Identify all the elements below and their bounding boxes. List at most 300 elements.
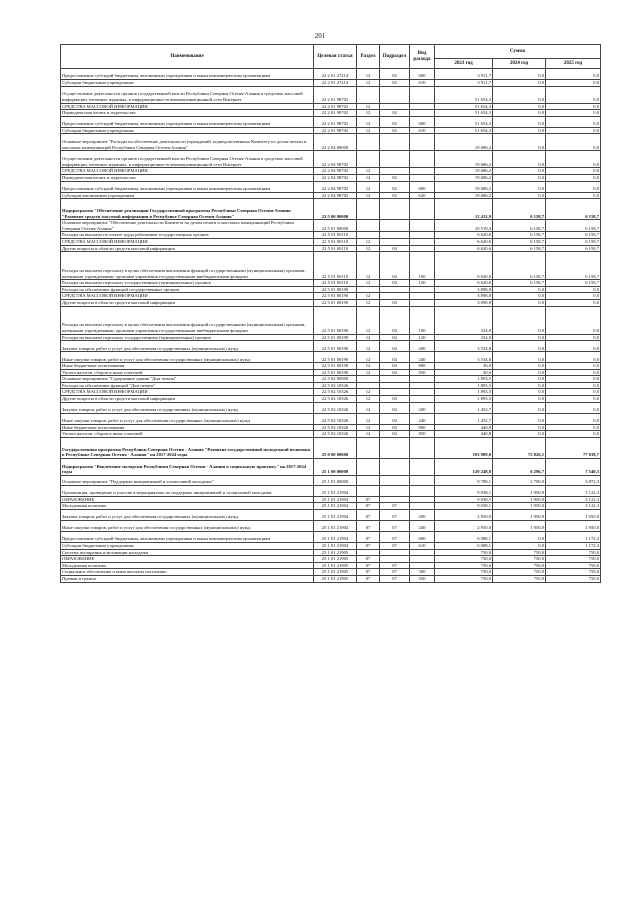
row-expense-type xyxy=(410,475,435,485)
row-article: 22 2 04 98702 xyxy=(314,151,357,168)
table-row xyxy=(61,151,601,168)
row-2025: 0,0 xyxy=(546,127,601,134)
row-2025: 0,0 xyxy=(546,69,601,80)
row-name: Организация, проведение и участие в мероприятиях по поддержке инициативной и талантливой молодежи xyxy=(61,485,314,496)
row-section: 12 xyxy=(357,181,380,192)
table-row xyxy=(61,369,601,376)
row-expense-type: 350 xyxy=(410,576,435,583)
row-section: 07 xyxy=(357,556,380,563)
row-subsection: 07 xyxy=(380,521,410,532)
row-section: 12 xyxy=(357,293,380,300)
row-2023: 9 788,1 xyxy=(435,475,493,485)
row-name: Государственная программа Республики Северная Осетия - Алания "Развитие государственной молодежной политики в Республике Северная Осетия - Алания" на 2017-2024 годы xyxy=(61,437,314,458)
row-2025: 0,0 xyxy=(546,369,601,376)
row-section: 07 xyxy=(357,576,380,583)
row-article: 22 5 00 00000 xyxy=(314,199,357,220)
row-name: Предоставление субсидий бюджетным, автономным учреждениям и иным некоммерческим организациям xyxy=(61,181,314,192)
row-2023: 19 686,2 xyxy=(435,174,493,181)
row-2025: 0,0 xyxy=(546,413,601,424)
row-name: Иные бюджетные ассигнования xyxy=(61,363,314,370)
table-row xyxy=(61,286,601,293)
row-article: 22 2 04 98702 xyxy=(314,174,357,181)
row-expense-type xyxy=(410,485,435,496)
row-2023: 6 620,6 xyxy=(435,280,493,287)
row-2025: 1 950,0 xyxy=(546,521,601,532)
row-name: Субсидии бюджетным учреждениям xyxy=(61,127,314,134)
row-article: 25 1 01 21904 xyxy=(314,532,357,543)
row-2024: 0,0 xyxy=(493,382,546,389)
row-2024: 750,0 xyxy=(493,576,546,583)
row-section xyxy=(357,134,380,151)
row-2023: 6 088,1 xyxy=(435,543,493,550)
row-subsection: 02 xyxy=(380,181,410,192)
row-2023: 19 686,2 xyxy=(435,181,493,192)
row-article: 22 2 04 98702 xyxy=(314,181,357,192)
row-2024: 0,0 xyxy=(493,543,546,550)
row-expense-type: 300 xyxy=(410,569,435,576)
row-name: Другие вопросы в области средств массовой информации xyxy=(61,396,314,403)
row-2024: 0,0 xyxy=(493,402,546,413)
row-2025: 1 950,0 xyxy=(546,510,601,521)
row-name: ОБРАЗОВАНИЕ xyxy=(61,496,314,503)
row-expense-type: 200 xyxy=(410,510,435,521)
row-name: Основное мероприятие "Содержание здания "Дом печати" xyxy=(61,376,314,383)
row-subsection: 04 xyxy=(380,245,410,252)
row-2025: 3 872,3 xyxy=(546,475,601,485)
row-2023: 19 686,2 xyxy=(435,134,493,151)
table-row xyxy=(61,485,601,496)
row-expense-type xyxy=(410,562,435,569)
row-name: Уплата налогов, сборов и иных платежей xyxy=(61,369,314,376)
row-2024: 0,0 xyxy=(493,134,546,151)
row-expense-type xyxy=(410,556,435,563)
row-subsection xyxy=(380,151,410,168)
row-2024: 0,0 xyxy=(493,86,546,103)
row-2024: 0,0 xyxy=(493,424,546,431)
row-2023: 51 654,3 xyxy=(435,103,493,110)
row-article: 22 5 02 00000 xyxy=(314,376,357,383)
row-2023: 3 898,8 xyxy=(435,299,493,306)
row-article: 22 5 01 00110 xyxy=(314,245,357,252)
row-2024: 0,0 xyxy=(493,181,546,192)
row-subsection xyxy=(380,232,410,239)
row-article: 22 5 02 10326 xyxy=(314,396,357,403)
row-2024: 75 826,1 xyxy=(493,437,546,458)
row-2024: 0,0 xyxy=(493,69,546,80)
row-expense-type xyxy=(410,389,435,396)
table-row xyxy=(61,503,601,510)
table-row xyxy=(61,413,601,424)
row-article: 22 2 01 98702 xyxy=(314,110,357,117)
row-section: 07 xyxy=(357,532,380,543)
row-name: Субсидии бюджетным учреждениям xyxy=(61,80,314,87)
row-section: 12 xyxy=(357,103,380,110)
row-section: 12 xyxy=(357,363,380,370)
row-subsection: 07 xyxy=(380,510,410,521)
row-expense-type xyxy=(410,134,435,151)
row-subsection xyxy=(380,556,410,563)
row-name: Основное мероприятие "Обеспечение деятельности Комитета по делам печати и массовых коммуникаций Республики Северная Осетия-Алания" xyxy=(61,220,314,232)
row-2023: 2 950,0 xyxy=(435,510,493,521)
row-section: 12 xyxy=(357,116,380,127)
row-subsection: 04 xyxy=(380,413,410,424)
table-row xyxy=(61,556,601,563)
row-expense-type: 200 xyxy=(410,341,435,352)
row-section: 07 xyxy=(357,496,380,503)
row-2025: 750,0 xyxy=(546,549,601,556)
row-subsection xyxy=(380,382,410,389)
row-2024: 0,0 xyxy=(493,341,546,352)
header-subsection: Подраздел xyxy=(380,45,410,69)
row-expense-type xyxy=(410,496,435,503)
row-section: 12 xyxy=(357,192,380,199)
row-expense-type: 610 xyxy=(410,543,435,550)
row-2023: 3 911,7 xyxy=(435,69,493,80)
table-row xyxy=(61,576,601,583)
row-2023: 51 654,3 xyxy=(435,116,493,127)
row-2025: 0,0 xyxy=(546,341,601,352)
row-2024: 6 158,7 xyxy=(493,199,546,220)
row-2023: 6 088,1 xyxy=(435,532,493,543)
row-name: Субсидии автономным учреждениям xyxy=(61,192,314,199)
row-section: 12 xyxy=(357,238,380,245)
row-name: Премии и гранты xyxy=(61,576,314,583)
row-expense-type: 850 xyxy=(410,431,435,438)
row-name: Осуществление деятельности органов государственной власти Республики Северная Осетия-Алания в средствах массовой информации, печатных изданиях, в информационно-телекоммуникационной сети Интернет xyxy=(61,86,314,103)
row-2025: 0,0 xyxy=(546,134,601,151)
row-2025: 6 158,7 xyxy=(546,252,601,280)
row-2023: 6 620,6 xyxy=(435,232,493,239)
row-subsection: 07 xyxy=(380,532,410,543)
row-section xyxy=(357,549,380,556)
row-2023: 750,0 xyxy=(435,549,493,556)
row-2024: 750,0 xyxy=(493,569,546,576)
row-article: 25 0 00 00000 xyxy=(314,437,357,458)
row-2023: 3 898,8 xyxy=(435,286,493,293)
row-article: 25 1 01 21904 xyxy=(314,543,357,550)
table-row xyxy=(61,334,601,341)
row-section: 12 xyxy=(357,389,380,396)
row-expense-type: 800 xyxy=(410,363,435,370)
row-expense-type: 620 xyxy=(410,192,435,199)
header-2023: 2023 год xyxy=(435,59,493,69)
row-2023: 440,8 xyxy=(435,431,493,438)
row-article: 22 2 04 98702 xyxy=(314,192,357,199)
row-2025: 0,0 xyxy=(546,286,601,293)
row-subsection: 04 xyxy=(380,341,410,352)
row-2023: 10 519,4 xyxy=(435,220,493,232)
row-article: 22 2 01 27214 xyxy=(314,80,357,87)
row-name: Осуществление деятельности органов государственной власти Республики Северная Осетия-Алания в средствах массовой информации, печатных изданиях, в информационно-телекоммуникационной сети Интернет xyxy=(61,151,314,168)
row-subsection: 07 xyxy=(380,576,410,583)
table-row xyxy=(61,569,601,576)
row-2023: 3 534,8 xyxy=(435,352,493,363)
row-name: СРЕДСТВА МАССОВОЙ ИНФОРМАЦИИ xyxy=(61,238,314,245)
row-section: 12 xyxy=(357,110,380,117)
row-expense-type: 100 xyxy=(410,306,435,334)
row-name: Расходы на обеспечение функций "Дом печати" xyxy=(61,382,314,389)
table-row xyxy=(61,341,601,352)
row-2024: 0,0 xyxy=(493,532,546,543)
row-section xyxy=(357,475,380,485)
row-article: 25 1 01 21904 xyxy=(314,510,357,521)
row-expense-type xyxy=(410,437,435,458)
row-article: 25 1 01 21905 xyxy=(314,569,357,576)
row-expense-type xyxy=(410,86,435,103)
row-expense-type: 800 xyxy=(410,424,435,431)
row-2025: 0,0 xyxy=(546,103,601,110)
row-article: 22 2 01 98702 xyxy=(314,86,357,103)
row-2024: 0,0 xyxy=(493,80,546,87)
row-article: 25 1 01 21905 xyxy=(314,549,357,556)
table-row xyxy=(61,280,601,287)
row-subsection xyxy=(380,86,410,103)
row-expense-type: 600 xyxy=(410,532,435,543)
table-row xyxy=(61,103,601,110)
row-name: Закупка товаров, работ и услуг для обеспечения государственных (муниципальных) нужд xyxy=(61,402,314,413)
row-2025: 0,0 xyxy=(546,192,601,199)
row-section: 07 xyxy=(357,562,380,569)
row-2025: 0,0 xyxy=(546,151,601,168)
row-2023: 19 686,2 xyxy=(435,192,493,199)
row-name: Расходы на выплаты персоналу в целях обеспечения выполнения функций государственными (муниципальными) органами, казенными учреждениями, органами управления государственными внебюджетными фондами xyxy=(61,252,314,280)
row-2024: 6 158,7 xyxy=(493,252,546,280)
row-expense-type: 850 xyxy=(410,369,435,376)
row-name: Расходы на обеспечение функций государственных органов xyxy=(61,286,314,293)
row-expense-type xyxy=(410,151,435,168)
row-article: 22 5 02 10326 xyxy=(314,389,357,396)
row-expense-type xyxy=(410,299,435,306)
row-article: 25 1 01 21905 xyxy=(314,562,357,569)
row-subsection: 02 xyxy=(380,110,410,117)
row-name: СРЕДСТВА МАССОВОЙ ИНФОРМАЦИИ xyxy=(61,293,314,300)
row-name: Расходы на выплаты персоналу в целях обеспечения выполнения функций государственными (муниципальными) органами, казенными учреждениями, органами управления государственными внебюджетными фондами xyxy=(61,306,314,334)
row-2024: 750,0 xyxy=(493,556,546,563)
row-2024: 0,0 xyxy=(493,334,546,341)
row-subsection xyxy=(380,168,410,175)
row-2024: 0,0 xyxy=(493,116,546,127)
row-2024: 0,0 xyxy=(493,110,546,117)
row-subsection xyxy=(380,389,410,396)
row-article: 22 5 02 10326 xyxy=(314,424,357,431)
row-article: 22 5 01 00190 xyxy=(314,341,357,352)
row-2025: 0,0 xyxy=(546,396,601,403)
table-row xyxy=(61,174,601,181)
row-2025: 0,0 xyxy=(546,116,601,127)
row-subsection xyxy=(380,437,410,458)
row-section: 12 xyxy=(357,413,380,424)
row-subsection: 04 xyxy=(380,334,410,341)
row-2023: 9 038,1 xyxy=(435,485,493,496)
table-row xyxy=(61,532,601,543)
row-name: Уплата налогов, сборов и иных платежей xyxy=(61,431,314,438)
row-name: Закупка товаров, работ и услуг для обеспечения государственных (муниципальных) нужд xyxy=(61,510,314,521)
table-row xyxy=(61,376,601,383)
table-row xyxy=(61,396,601,403)
table-row xyxy=(61,116,601,127)
row-2024: 0,0 xyxy=(493,352,546,363)
row-section: 12 xyxy=(357,280,380,287)
row-subsection: 04 xyxy=(380,252,410,280)
row-article: 22 5 01 00110 xyxy=(314,280,357,287)
row-subsection: 04 xyxy=(380,352,410,363)
row-2025: 6 158,7 xyxy=(546,232,601,239)
row-2025: 0,0 xyxy=(546,86,601,103)
row-2024: 0,0 xyxy=(493,192,546,199)
row-section: 07 xyxy=(357,503,380,510)
row-name: СРЕДСТВА МАССОВОЙ ИНФОРМАЦИИ xyxy=(61,103,314,110)
row-2024: 0,0 xyxy=(493,389,546,396)
table-row xyxy=(61,293,601,300)
row-2025: 0,0 xyxy=(546,110,601,117)
table-row xyxy=(61,232,601,239)
row-2024: 6 158,7 xyxy=(493,220,546,232)
row-2023: 2 950,0 xyxy=(435,521,493,532)
row-name: Система поощрения и мотивации молодежи xyxy=(61,549,314,556)
page-number: 201 xyxy=(314,32,326,40)
row-subsection: 04 xyxy=(380,431,410,438)
row-name: Предоставление субсидий бюджетным, автономным учреждениям и иным некоммерческим организациям xyxy=(61,69,314,80)
row-2024: 0,0 xyxy=(493,168,546,175)
row-expense-type xyxy=(410,168,435,175)
row-expense-type: 120 xyxy=(410,334,435,341)
row-name: ОБРАЗОВАНИЕ xyxy=(61,556,314,563)
row-section: 12 xyxy=(357,341,380,352)
row-2025: 0,0 xyxy=(546,352,601,363)
row-subsection xyxy=(380,286,410,293)
table-row xyxy=(61,306,601,334)
row-2024: 0,0 xyxy=(493,306,546,334)
row-2025: 0,0 xyxy=(546,174,601,181)
row-name: Периодическая печать и издательства xyxy=(61,110,314,117)
row-subsection xyxy=(380,458,410,475)
row-2023: 9 038,1 xyxy=(435,503,493,510)
row-name: СРЕДСТВА МАССОВОЙ ИНФОРМАЦИИ xyxy=(61,389,314,396)
row-article: 22 2 04 00000 xyxy=(314,134,357,151)
row-subsection: 02 xyxy=(380,127,410,134)
row-article: 22 5 01 00110 xyxy=(314,252,357,280)
table-row xyxy=(61,549,601,556)
row-2023: 51 654,3 xyxy=(435,110,493,117)
row-expense-type: 610 xyxy=(410,127,435,134)
row-expense-type xyxy=(410,238,435,245)
row-article: 22 5 01 00110 xyxy=(314,232,357,239)
table-row xyxy=(61,192,601,199)
row-2024: 0,0 xyxy=(493,299,546,306)
row-2025: 0,0 xyxy=(546,431,601,438)
row-article: 25 1 01 21905 xyxy=(314,576,357,583)
row-2023: 1 893,5 xyxy=(435,376,493,383)
header-section: Раздел xyxy=(357,45,380,69)
row-name: Подпрограмма "Обеспечение реализации Государственной программы Республики Северная Осетия-Алания "Развитие средств массовой информации в Республике Северная Осетия-Алания" xyxy=(61,199,314,220)
row-2024: 0,0 xyxy=(493,363,546,370)
header-sum: Сумма xyxy=(435,45,601,59)
table-row xyxy=(61,220,601,232)
row-name: Молодежная политика xyxy=(61,562,314,569)
row-2025: 0,0 xyxy=(546,181,601,192)
row-expense-type: 600 xyxy=(410,116,435,127)
row-2023: 19 686,2 xyxy=(435,168,493,175)
row-article: 22 5 02 10326 xyxy=(314,431,357,438)
row-name: Социальное обеспечение и иные выплаты населению xyxy=(61,569,314,576)
row-section xyxy=(357,485,380,496)
row-article: 22 2 01 98702 xyxy=(314,127,357,134)
row-section: 07 xyxy=(357,521,380,532)
row-section xyxy=(357,232,380,239)
row-section: 12 xyxy=(357,245,380,252)
header-name: Наименование xyxy=(61,45,314,69)
table-row xyxy=(61,86,601,103)
row-2023: 750,0 xyxy=(435,562,493,569)
row-article: 22 2 01 98702 xyxy=(314,116,357,127)
row-article: 25 1 01 00000 xyxy=(314,475,357,485)
row-2024: 0,0 xyxy=(493,286,546,293)
row-expense-type xyxy=(410,174,435,181)
row-2023: 1 893,5 xyxy=(435,382,493,389)
row-2025: 6 158,7 xyxy=(546,280,601,287)
row-section: 12 xyxy=(357,174,380,181)
row-2025: 750,0 xyxy=(546,562,601,569)
row-2024: 750,0 xyxy=(493,562,546,569)
row-article: 22 5 01 00190 xyxy=(314,363,357,370)
row-article: 22 2 04 98702 xyxy=(314,168,357,175)
row-2024: 0,0 xyxy=(493,293,546,300)
row-name: Другие вопросы в области средств массовой информации xyxy=(61,299,314,306)
row-2023: 12 412,9 xyxy=(435,199,493,220)
row-section: 12 xyxy=(357,424,380,431)
row-2025: 6 158,7 xyxy=(546,245,601,252)
row-2024: 1 950,0 xyxy=(493,510,546,521)
row-2025: 6 158,7 xyxy=(546,199,601,220)
row-article: 22 2 01 98702 xyxy=(314,103,357,110)
row-expense-type: 600 xyxy=(410,69,435,80)
table-row xyxy=(61,110,601,117)
row-subsection: 04 xyxy=(380,396,410,403)
row-subsection xyxy=(380,293,410,300)
row-name: Иные закупки товаров, работ и услуг для обеспечения государственных (муниципальных) нужд xyxy=(61,352,314,363)
row-article: 25 1 01 21904 xyxy=(314,521,357,532)
row-subsection: 02 xyxy=(380,174,410,181)
row-section xyxy=(357,220,380,232)
row-subsection xyxy=(380,475,410,485)
row-section: 12 xyxy=(357,352,380,363)
row-2024: 6 158,7 xyxy=(493,245,546,252)
row-2025: 1 172,3 xyxy=(546,532,601,543)
row-section xyxy=(357,382,380,389)
table-row xyxy=(61,245,601,252)
row-2023: 3 534,8 xyxy=(435,341,493,352)
row-2025: 750,0 xyxy=(546,569,601,576)
row-2023: 6 620,6 xyxy=(435,245,493,252)
row-name: Подпрограмма "Вовлечение молодежи Республики Северная Осетия - Алания в социальную практику" на 2017-2024 годы xyxy=(61,458,314,475)
row-section xyxy=(357,86,380,103)
table-body xyxy=(61,69,601,583)
row-2023: 440,8 xyxy=(435,424,493,431)
row-article: 22 5 01 00190 xyxy=(314,306,357,334)
row-2025: 0,0 xyxy=(546,299,601,306)
row-article: 22 5 01 00000 xyxy=(314,220,357,232)
row-2023: 750,0 xyxy=(435,576,493,583)
row-2025: 3 122,3 xyxy=(546,503,601,510)
row-subsection xyxy=(380,220,410,232)
row-article: 25 1 01 21904 xyxy=(314,503,357,510)
row-2025: 6 158,7 xyxy=(546,220,601,232)
row-subsection xyxy=(380,134,410,151)
row-2024: 1 950,0 xyxy=(493,496,546,503)
table-row xyxy=(61,127,601,134)
row-section: 12 xyxy=(357,168,380,175)
row-2024: 0,0 xyxy=(493,369,546,376)
